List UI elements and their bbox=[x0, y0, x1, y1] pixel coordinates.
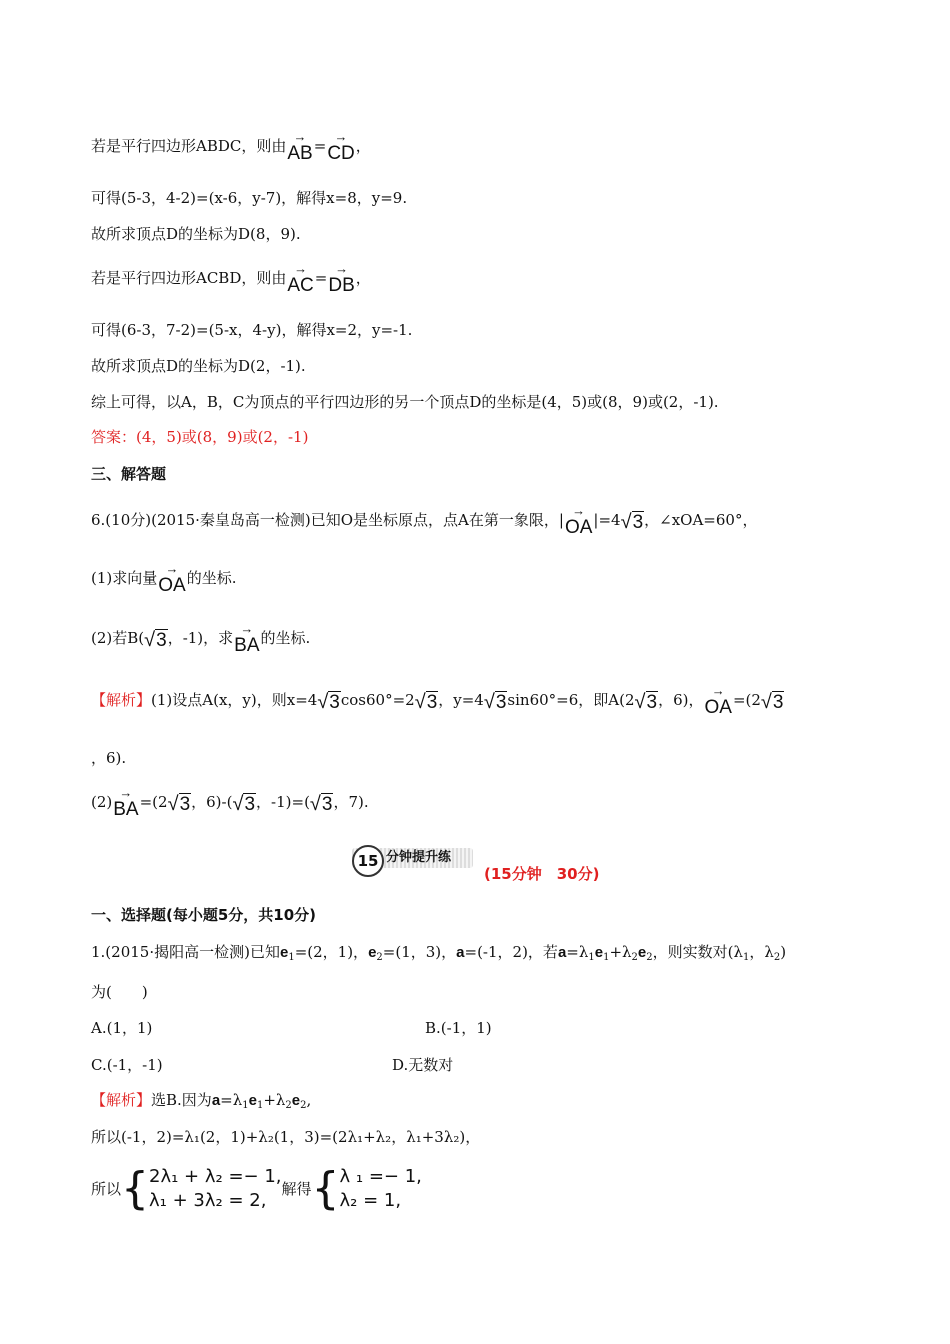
equation-system-2: λ ₁ =− 1, λ₂ = 1, bbox=[339, 1166, 422, 1211]
vector-e1: e bbox=[279, 944, 289, 961]
text: =(2 bbox=[139, 793, 168, 811]
text: ，6)-( bbox=[191, 793, 233, 811]
option-a: A.(1，1) bbox=[91, 1019, 153, 1037]
line-parallelogram-acbd bbox=[91, 261, 371, 296]
text: 的坐标. bbox=[260, 629, 311, 647]
vector-ba: → BA bbox=[113, 785, 139, 820]
sqrt-3: √3 bbox=[317, 691, 340, 713]
text: 所以 bbox=[91, 1180, 122, 1198]
question-6-part-1 bbox=[91, 561, 237, 596]
text: 6.(10分)(2015·秦皇岛高一检测)已知O是坐标原点，点A在第一象限， bbox=[91, 511, 559, 529]
vector-a: a bbox=[557, 944, 567, 961]
solution-1-system bbox=[91, 1165, 422, 1213]
text: 1.(2015·揭阳高一检测)已知 bbox=[91, 943, 280, 961]
vector-ac: → AC bbox=[287, 261, 314, 296]
sqrt-3: √3 bbox=[483, 691, 507, 713]
answer-line: 答案：(4，5)或(8，9)或(2，-1) bbox=[91, 428, 309, 446]
question-6-part-2 bbox=[91, 621, 311, 656]
vector-ba: → BA bbox=[234, 621, 260, 656]
solution-6-part-1-cont: ，6). bbox=[91, 749, 127, 767]
text: ，-1)=( bbox=[256, 793, 310, 811]
solution-6-part-2 bbox=[91, 785, 369, 820]
line-solve-1: 可得(5-3，4-2)=(x-6，y-7)，解得x=8，y=9. bbox=[91, 189, 408, 207]
text: cos60°=2 bbox=[340, 691, 415, 709]
text: =(1，3)， bbox=[382, 943, 457, 961]
line-parallelogram-abdc bbox=[91, 129, 371, 164]
line-result-1: 故所求顶点D的坐标为D(8，9). bbox=[91, 225, 301, 243]
text: = bbox=[314, 269, 328, 287]
text: (1)设点A(x，y)，则x=4 bbox=[151, 691, 318, 709]
sqrt-3: √3 bbox=[414, 691, 438, 713]
badge-title: 分钟提升练 bbox=[352, 848, 473, 868]
sqrt-3: √3 bbox=[309, 793, 333, 815]
text: sin60°=6，即A(2 bbox=[507, 691, 635, 709]
brace: { bbox=[121, 1163, 150, 1214]
question-1: 1.(2015·揭阳高一检测)已知$e_1=(2$，1)，$e_2=(1$，3)，a=(-1，2)，若$a=\lambda_1e_1+\lambda_2e_2$，则实数对($\lambda_1$，$\lambda_2$) bbox=[91, 943, 787, 963]
vector-db: → DB bbox=[328, 261, 355, 296]
text: +λ bbox=[263, 1091, 286, 1109]
text: 选B.因为 bbox=[151, 1091, 212, 1109]
text: ，则实数对(λ bbox=[652, 943, 743, 961]
option-b: B.(-1，1) bbox=[425, 1019, 492, 1037]
sqrt-3: √3 bbox=[167, 793, 191, 815]
solution-6-part-1 bbox=[91, 683, 784, 718]
vector-e2: e bbox=[368, 944, 377, 961]
badge-score: (15分钟 30分) bbox=[484, 865, 600, 883]
text: = bbox=[313, 137, 327, 155]
text: | bbox=[558, 511, 564, 529]
text: 的坐标. bbox=[186, 569, 237, 587]
sqrt-3: √3 bbox=[760, 691, 784, 713]
line-summary: 综上可得，以A，B，C为顶点的平行四边形的另一个顶点D的坐标是(4，5)或(8，9)或(2，-1). bbox=[91, 393, 719, 411]
text: =(2，1)， bbox=[294, 943, 369, 961]
text: (2) bbox=[91, 793, 113, 811]
text: ) bbox=[780, 943, 787, 961]
vector-a: a bbox=[211, 1092, 221, 1109]
sqrt-3: √3 bbox=[620, 511, 644, 533]
badge-number: 15 bbox=[352, 845, 384, 877]
vector-oa: → OA bbox=[158, 561, 186, 596]
question-1-cont: 为( ) bbox=[91, 983, 148, 1001]
text: ，6)， bbox=[658, 691, 704, 709]
vector-oa: → OA bbox=[564, 503, 593, 538]
section-heading-3: 三、解答题 bbox=[91, 465, 167, 483]
vector-ab: → AB bbox=[287, 129, 313, 164]
solution-1-line-2: 所以(-1，2)=λ₁(2，1)+λ₂(1，3)=(2λ₁+λ₂，λ₁+3λ₂)， bbox=[91, 1128, 481, 1146]
line-solve-2: 可得(6-3，7-2)=(5-x，4-y)，解得x=2，y=-1. bbox=[91, 321, 413, 339]
text: ， bbox=[355, 137, 371, 155]
text: ， bbox=[355, 269, 371, 287]
text: 若是平行四边形ABDC，则由 bbox=[91, 137, 287, 155]
text: (1)求向量 bbox=[91, 569, 158, 587]
brace: { bbox=[311, 1163, 340, 1214]
text: ，y=4 bbox=[438, 691, 484, 709]
option-c: C.(-1，-1) bbox=[91, 1056, 163, 1074]
subscript: 1 bbox=[288, 952, 295, 963]
vector-cd: → CD bbox=[327, 129, 355, 164]
text: 解得 bbox=[281, 1180, 312, 1198]
text: 若是平行四边形ACBD，则由 bbox=[91, 269, 287, 287]
text: ，-1)，求 bbox=[167, 629, 234, 647]
text: ，∠xOA=60°， bbox=[644, 511, 758, 529]
text: (2)若B( bbox=[91, 629, 145, 647]
jiexi-label: 【解析】 bbox=[91, 691, 152, 709]
line-result-2: 故所求顶点D的坐标为D(2，-1). bbox=[91, 357, 306, 375]
text: =λ bbox=[220, 1091, 243, 1109]
option-d: D.无数对 bbox=[392, 1056, 454, 1074]
section-heading-1: 一、选择题(每小题5分，共10分) bbox=[91, 906, 317, 924]
text: =λ bbox=[566, 943, 589, 961]
sqrt-3: √3 bbox=[232, 793, 256, 815]
vector-oa: → OA bbox=[704, 683, 732, 718]
text: =(2 bbox=[732, 691, 761, 709]
question-6 bbox=[91, 503, 758, 538]
text: =(-1，2)，若 bbox=[464, 943, 558, 961]
sqrt-3: √3 bbox=[634, 691, 658, 713]
vector-a: a bbox=[456, 944, 465, 961]
equation-system-1: 2λ₁ + λ₂ =− 1, λ₁ + 3λ₂ = 2, bbox=[149, 1166, 282, 1211]
subscript: 2 bbox=[376, 952, 383, 963]
text: ，7). bbox=[333, 793, 369, 811]
text: , bbox=[306, 1091, 312, 1109]
text: ，λ bbox=[749, 943, 774, 961]
text: |=4 bbox=[593, 511, 621, 529]
text: +λ bbox=[609, 943, 632, 961]
sqrt-3: √3 bbox=[144, 629, 167, 651]
solution-1-line-1: 【解析】选B.因为$a=\lambda_1e_1+\lambda_2e_2$, bbox=[91, 1091, 312, 1111]
jiexi-label: 【解析】 bbox=[91, 1091, 152, 1109]
